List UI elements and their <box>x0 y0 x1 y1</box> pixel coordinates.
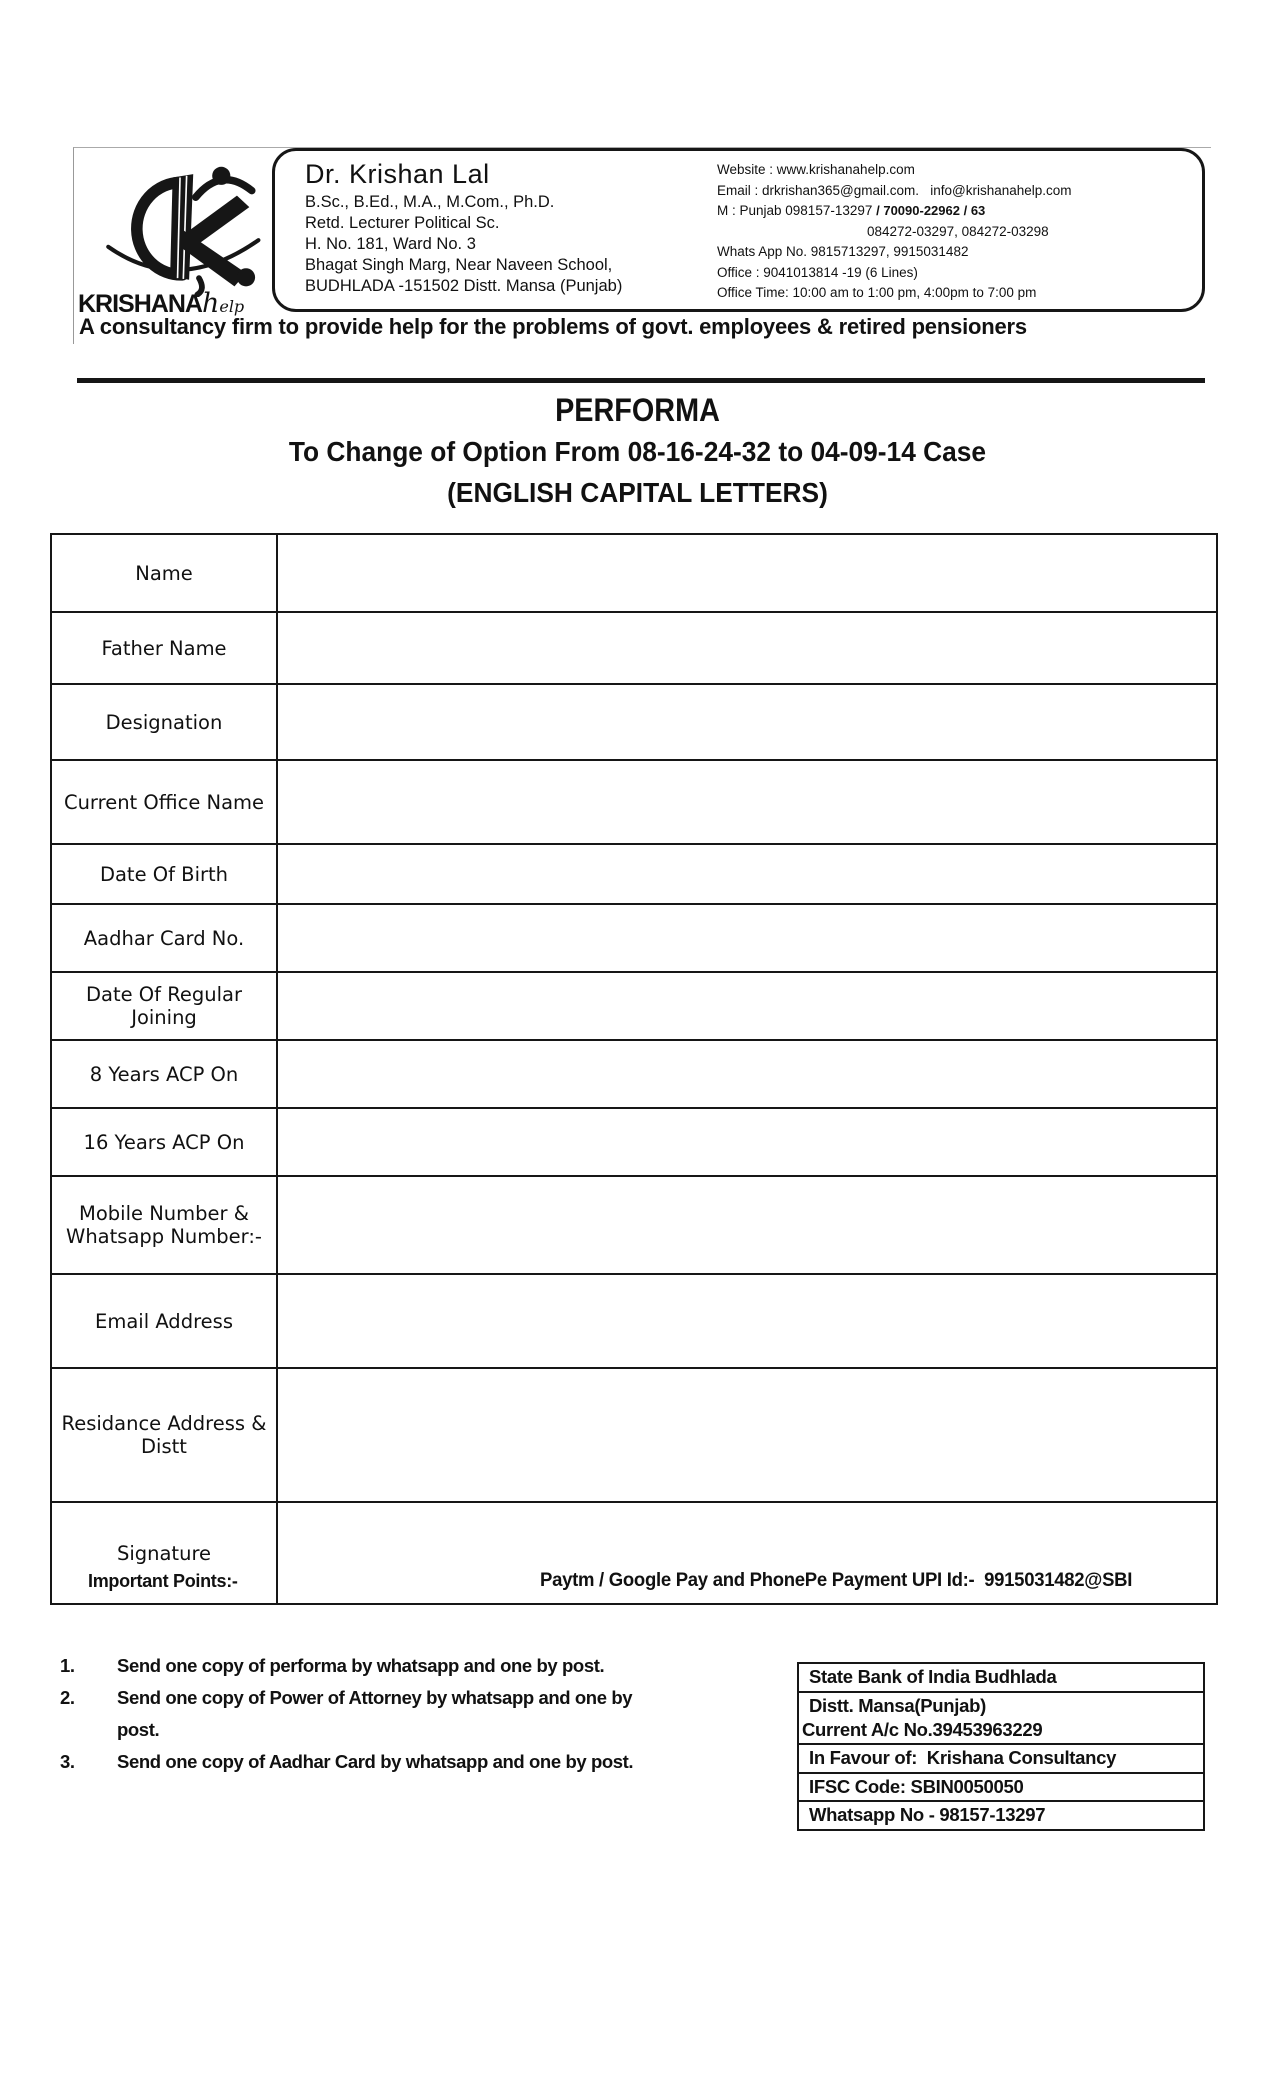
form-row-label: Current Office Name <box>51 760 277 844</box>
table-row <box>51 684 1217 760</box>
bank-account-number: Current A/c No.39453963229 <box>802 1718 1043 1740</box>
form-row-blank-cell <box>277 1274 1217 1368</box>
bank-ifsc-code: IFSC Code: SBIN0050050 <box>797 1772 1205 1803</box>
logo-brand-script-rest: elp <box>219 297 245 316</box>
doctor-details <box>275 151 715 309</box>
contact-mobile-number: M : Punjab 098157-13297 <box>717 203 877 218</box>
important-points-list <box>60 1650 750 1778</box>
doctor-house-no: H. No. 181, Ward No. 3 <box>305 235 476 253</box>
table-row <box>51 760 1217 844</box>
doctor-degrees: B.Sc., B.Ed., M.A., M.Com., Ph.D. <box>305 193 555 211</box>
page-subtitle: To Change of Option From 08-16-24-32 to 04-09-14 Case <box>288 436 987 467</box>
important-points-heading: Important Points:- <box>88 1571 238 1591</box>
table-row <box>51 972 1217 1040</box>
bank-district-account <box>797 1691 1205 1746</box>
form-row-blank-cell <box>277 1040 1217 1108</box>
form-row-label: Residance Address & Distt <box>51 1368 277 1502</box>
form-row-label: Signature <box>51 1502 277 1604</box>
list-item <box>60 1650 750 1682</box>
logo-brand-script-h: h <box>201 288 220 319</box>
table-row <box>51 1368 1217 1502</box>
form-row-label: 16 Years ACP On <box>51 1108 277 1176</box>
list-item <box>60 1746 750 1778</box>
contact-landlines: 084272-03297, 084272-03298 <box>867 223 1049 239</box>
form-row-label: Designation <box>51 684 277 760</box>
list-item-number: 1. <box>60 1655 75 1676</box>
performa-form-table <box>50 533 1218 1605</box>
form-row-blank-cell <box>277 684 1217 760</box>
contact-website: Website : www.krishanahelp.com <box>717 162 915 177</box>
table-row <box>51 1176 1217 1274</box>
contact-details <box>715 151 1202 309</box>
list-item-number: 2. <box>60 1687 75 1708</box>
doctor-occupation: Retd. Lecturer Political Sc. <box>305 214 500 232</box>
list-item-text: Send one copy of Power of Attorney by whatsapp and one by post. <box>117 1687 633 1740</box>
list-item-number: 3. <box>60 1751 75 1772</box>
form-row-label: Email Address <box>51 1274 277 1368</box>
bank-name: State Bank of India Budhlada <box>797 1662 1205 1693</box>
table-row <box>51 1040 1217 1108</box>
table-row <box>51 534 1217 612</box>
doctor-street: Bhagat Singh Marg, Near Naveen School, <box>305 256 613 274</box>
form-row-blank-cell <box>277 534 1217 612</box>
form-row-blank-cell <box>277 904 1217 972</box>
table-row <box>51 1108 1217 1176</box>
table-row <box>51 844 1217 904</box>
form-row-blank-cell <box>277 612 1217 684</box>
firm-tagline: A consultancy firm to provide help for the problems of govt. employees & retired pensioners <box>79 314 1027 339</box>
table-row <box>51 1274 1217 1368</box>
page-title: PERFORMA <box>555 392 720 428</box>
form-row-blank-cell <box>277 844 1217 904</box>
form-row-label: Date Of Regular Joining <box>51 972 277 1040</box>
bank-in-favour-of: In Favour of: Krishana Consultancy <box>797 1743 1205 1774</box>
contact-office: Office : 9041013814 -19 (6 Lines) <box>717 264 918 280</box>
table-row <box>51 904 1217 972</box>
logo-brand-caps: KRISHANA <box>78 290 202 318</box>
form-row-label: 8 Years ACP On <box>51 1040 277 1108</box>
form-row-blank-cell <box>277 1108 1217 1176</box>
form-row-blank-cell <box>277 1368 1217 1502</box>
form-row-label: Date Of Birth <box>51 844 277 904</box>
contact-email: Email : drkrishan365@gmail.com. info@krishanahelp.com <box>717 182 1072 198</box>
contact-whatsapp: Whats App No. 9815713297, 9915031482 <box>717 244 969 259</box>
list-item-text: Send one copy of Aadhar Card by whatsapp and one by post. <box>117 1751 634 1772</box>
krishana-logo-icon <box>100 152 265 297</box>
doctor-city: BUDHLADA -151502 Distt. Mansa (Punjab) <box>305 277 623 295</box>
contact-office-time: Office Time: 10:00 am to 1:00 pm, 4:00pm to 7:00 pm <box>717 285 1037 300</box>
form-row-blank-cell <box>277 972 1217 1040</box>
letterhead-info-box <box>272 148 1205 312</box>
list-item-text: Send one copy of performa by whatsapp and one by post. <box>117 1655 605 1676</box>
capital-letters-note: (ENGLISH CAPITAL LETTERS) <box>447 477 828 508</box>
form-row-label: Mobile Number & Whatsapp Number:- <box>51 1176 277 1274</box>
krishana-logo <box>78 150 270 319</box>
form-row-blank-cell <box>277 1176 1217 1274</box>
separator-rule <box>77 378 1205 383</box>
contact-mobile-extra: / 70090-22962 / 63 <box>876 203 986 218</box>
bank-whatsapp-number: Whatsapp No - 98157-13297 <box>797 1800 1205 1831</box>
form-row-label: Father Name <box>51 612 277 684</box>
bank-district: Distt. Mansa(Punjab) <box>809 1694 986 1716</box>
form-row-label: Aadhar Card No. <box>51 904 277 972</box>
table-row <box>51 612 1217 684</box>
doctor-name: Dr. Krishan Lal <box>305 159 490 189</box>
bank-details-box <box>797 1662 1205 1831</box>
form-row-label: Name <box>51 534 277 612</box>
contact-mobile <box>717 201 1196 222</box>
upi-payment-line: Paytm / Google Pay and PhonePe Payment UPI Id:- 9915031482@SBI <box>540 1569 1133 1591</box>
form-row-blank-cell <box>277 760 1217 844</box>
list-item <box>60 1682 750 1746</box>
